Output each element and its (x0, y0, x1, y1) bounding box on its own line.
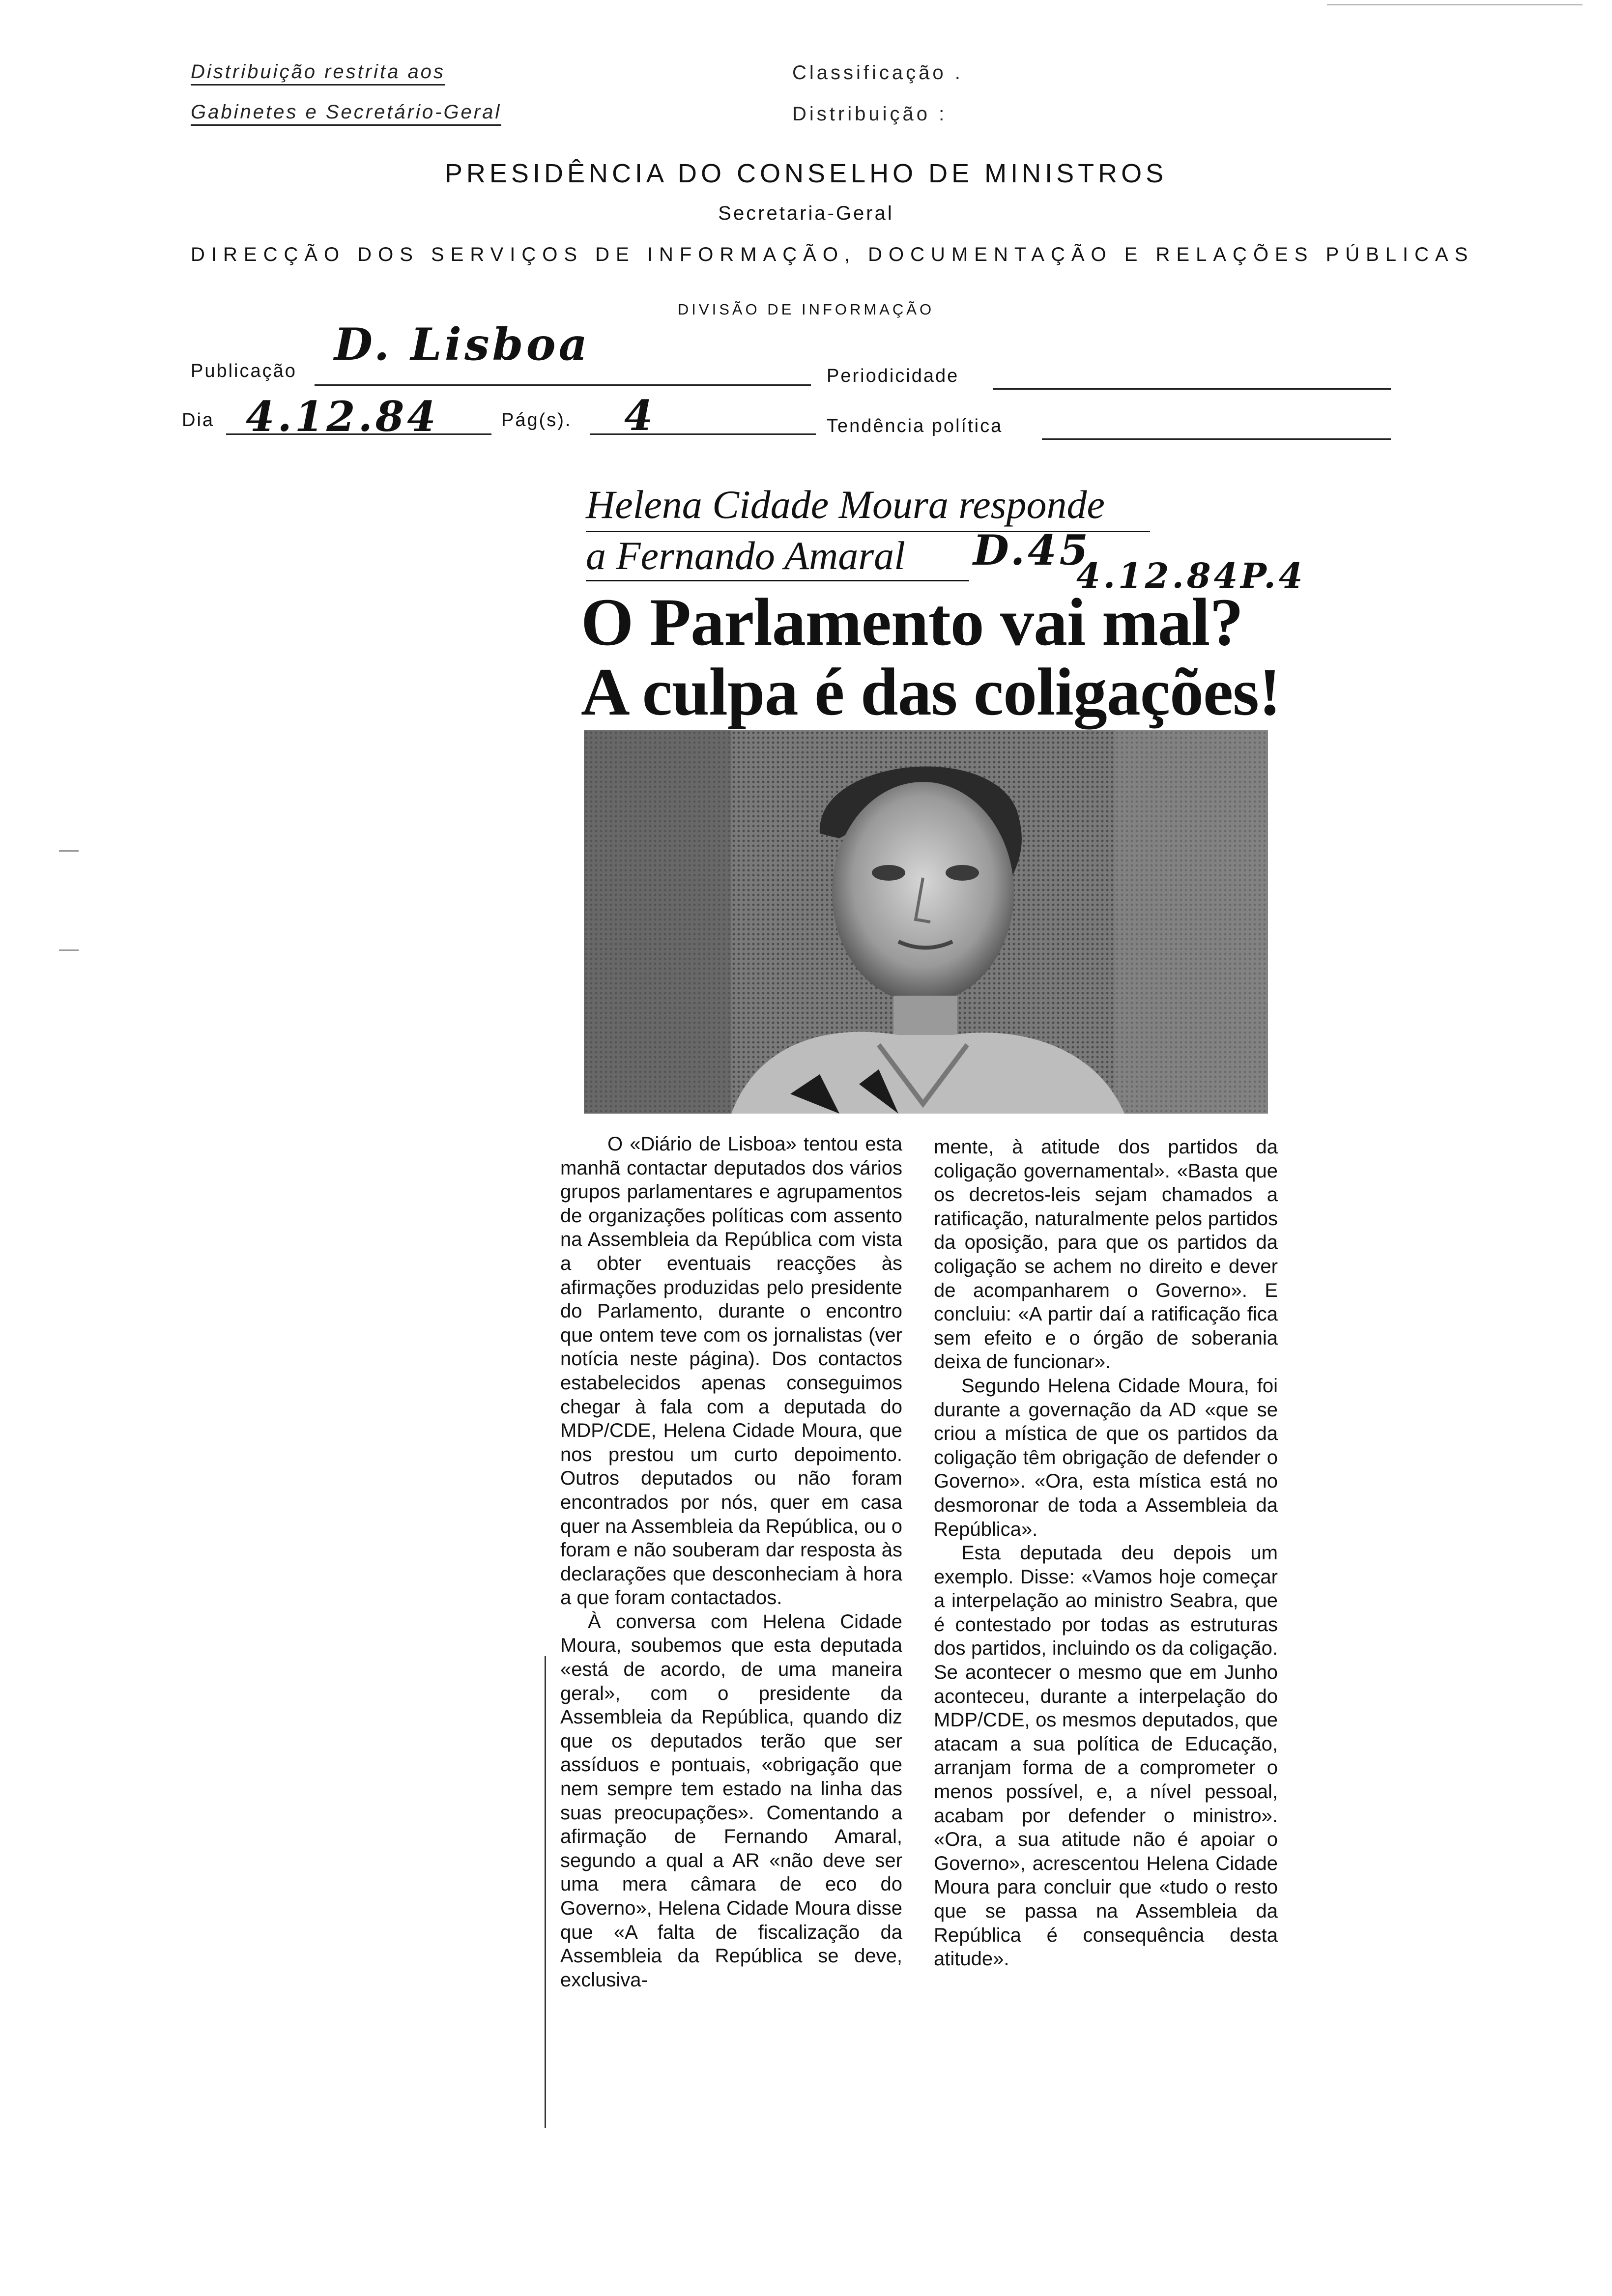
paragraph: mente, à atitude dos partidos da coligação governamental». «Basta que os decretos-leis sejam chamados a ratificação, naturalmente pelos partidos da oposição, para que os partidos da coligação se achem no direito e dever de acompanharem o Governo». E concluiu: «A partir daí a ratificação fica sem efeito e o órgão de soberania deixa de funcionar». (934, 1136, 1278, 1373)
scan-mark (59, 949, 79, 951)
margin-rule (545, 1656, 546, 2128)
article-column-left (560, 1132, 902, 1992)
day-value: 4.12.84 (246, 392, 439, 441)
publication-label: Publicação (191, 361, 297, 381)
day-field-line (226, 433, 491, 435)
tendency-label: Tendência política (827, 416, 1003, 436)
publication-value: D. Lisboa (334, 318, 590, 371)
paragraph: À conversa com Helena Cidade Moura, soubemos que esta deputada «está de acordo, de uma maneira geral», com o presidente da Assembleia da República, quando diz que os deputados terão que ser assíduos e pontuais, «obrigação que nem sempre tem estado na linha das suas preocupações». Comentando a afirmação de Fernando Amaral, segundo a qual a AR «não deve ser uma mera câmara de eco do Governo», Helena Cidade Moura disse que «A falta de fiscalização da Assembleia da República se deve, exclusiva- (560, 1610, 902, 1991)
distribution-note-line2: Gabinetes e Secretário-Geral (191, 101, 501, 126)
article-kicker-line2: a Fernando Amaral (586, 533, 905, 578)
pages-label: Pág(s). (501, 410, 572, 430)
tendency-field-line (1042, 438, 1391, 440)
distribution-note-line1: Distribuição restrita aos (191, 61, 445, 86)
handwritten-ref-line2: 4.12.84P.4 (1076, 555, 1306, 596)
portrait-photo (584, 730, 1268, 1114)
periodicity-label: Periodicidade (827, 366, 959, 386)
classification-label: Classificação . (792, 62, 963, 84)
pages-value: 4 (624, 391, 656, 440)
paragraph: Segundo Helena Cidade Moura, foi durante a governação da AD «que se criou a mística de que os partidos da coligação têm obrigação de defender o Governo». «Ora, esta mística está no desmoronar de toda a Assembleia da República». (934, 1375, 1278, 1540)
paragraph: Esta deputada deu depois um exemplo. Disse: «Vamos hoje começar a interpelação ao ministro Seabra, que é contestado por todas as estruturas dos partidos, incluindo os da coligação. Se acontecer o mesmo que em Junho aconteceu, durante a interpelação do MDP/CDE, os mesmos deputados, que atacam a sua política de Educação, arranjam forma de a comprometer o menos possível, e, a nível pessoal, acabam por defender o ministro». «Ora, a sua atitude não é apoiar o Governo», acrescentou Helena Cidade Moura para concluir que «tudo o resto que se passa na Assembleia da República é consequência desta atitude». (934, 1542, 1278, 1970)
kicker-underline-2 (586, 580, 969, 581)
presidency-heading: PRESIDÊNCIA DO CONSELHO DE MINISTROS (444, 159, 1168, 188)
periodicity-field-line (993, 388, 1391, 390)
scan-edge-line (1327, 4, 1583, 5)
directorate-heading: DIRECÇÃO DOS SERVIÇOS DE INFORMAÇÃO, DOCUMENTAÇÃO E RELAÇÕES PÚBLICAS (191, 244, 1474, 265)
division-heading: DIVISÃO DE INFORMAÇÃO (677, 301, 935, 318)
pages-field-line (590, 433, 816, 435)
secretariat-heading: Secretaria-Geral (718, 202, 894, 224)
article-title-line2: A culpa é das coligações! (581, 654, 1281, 729)
handwritten-ref-line1: D.45 (973, 526, 1091, 574)
article-kicker-line1: Helena Cidade Moura responde (586, 482, 1105, 527)
portrait-photo-graphic (584, 730, 1268, 1114)
article-title-line1: O Parlamento vai mal? (581, 584, 1243, 660)
scan-mark (59, 850, 79, 852)
day-label: Dia (182, 410, 215, 430)
article-column-right (934, 1135, 1278, 1971)
publication-field-line (315, 384, 811, 386)
paragraph: O «Diário de Lisboa» tentou esta manhã contactar deputados dos vários grupos parlamentares e agrupamentos de organizações políticas com assento na Assembleia da República com vista a obter eventuais reacções às afirmações produzidas pelo presidente do Parlamento, durante o encontro que ontem teve com os jornalistas (ver notícia neste página). Dos contactos estabelecidos apenas conseguimos chegar à fala com a deputada do MDP/CDE, Helena Cidade Moura, que nos prestou um curto depoimento. Outros deputados ou não foram encontrados por nós, quer em casa quer na Assembleia da República, ou o foram e não souberam dar resposta às declarações que desconheciam à hora a que foram contactados. (560, 1133, 903, 1609)
distribution-label: Distribuição : (792, 103, 948, 125)
